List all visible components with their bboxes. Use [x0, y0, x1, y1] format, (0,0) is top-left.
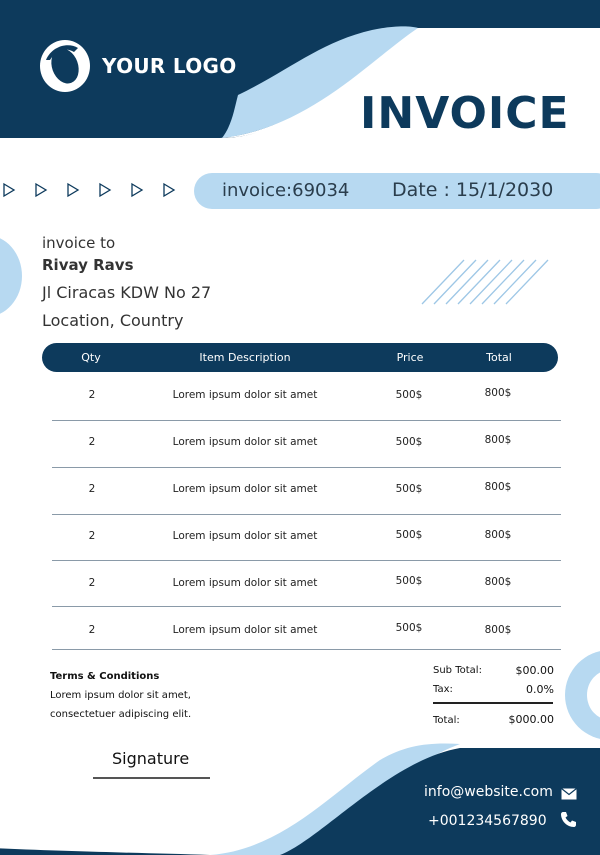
table-header [42, 343, 558, 372]
customer-name: Rivay Ravs [42, 256, 134, 274]
total-cell: 800$ [484, 481, 512, 493]
qty-cell: 2 [88, 483, 96, 495]
customer-address: Jl Ciracas KDW No 27 [42, 283, 212, 302]
description-header: Item Description [199, 351, 291, 364]
total-label: Total: [433, 715, 460, 726]
total-cell: 800$ [484, 529, 512, 541]
diagonal-stripes [420, 258, 555, 306]
price-cell: 500$ [395, 389, 423, 401]
description-cell: Lorem ipsum dolor sit amet [172, 436, 318, 448]
qty-cell: 2 [88, 624, 96, 636]
price-cell: 500$ [395, 483, 423, 495]
qty-cell: 2 [88, 389, 96, 401]
totals-divider [433, 702, 553, 704]
logo-text: YOUR LOGO [102, 54, 237, 78]
phone-icon [560, 811, 577, 828]
total-cell: 800$ [484, 387, 512, 399]
price-cell: 500$ [395, 622, 423, 634]
table-row [52, 421, 561, 468]
description-cell: Lorem ipsum dolor sit amet [172, 483, 318, 495]
footer-email[interactable]: info@website.com [424, 784, 553, 800]
price-cell: 500$ [395, 529, 423, 541]
subtotal-label: Sub Total: [433, 665, 482, 676]
customer-location: Location, Country [42, 311, 184, 330]
decorative-ring [565, 650, 600, 740]
description-cell: Lorem ipsum dolor sit amet [172, 530, 318, 542]
table-row [52, 374, 561, 421]
play-arrow-icon [34, 182, 48, 198]
total-header: Total [486, 351, 512, 364]
invoice-date: Date : 15/1/2030 [392, 179, 554, 201]
play-arrow-icon [2, 182, 16, 198]
tax-value: 0.0% [526, 683, 554, 696]
qty-header: Qty [81, 351, 101, 364]
total-cell: 800$ [484, 434, 512, 446]
play-arrow-icon [66, 182, 80, 198]
table-row [52, 603, 561, 650]
qty-cell: 2 [88, 577, 96, 589]
invoice-number: invoice:69034 [222, 180, 350, 201]
play-arrow-icon [98, 182, 112, 198]
description-cell: Lorem ipsum dolor sit amet [172, 624, 318, 636]
company-logo [38, 38, 237, 94]
total-cell: 800$ [484, 624, 512, 636]
footer-phone[interactable]: +001234567890 [428, 813, 547, 829]
price-header: Price [396, 351, 424, 364]
subtotal-value: $00.00 [515, 664, 554, 677]
total-cell: 800$ [484, 576, 512, 588]
page-title: INVOICE [360, 88, 570, 139]
table-row [52, 560, 561, 607]
ring-logo-icon [38, 38, 92, 94]
play-arrow-icon [130, 182, 144, 198]
table-row [52, 514, 561, 561]
total-value: $000.00 [508, 713, 554, 726]
price-cell: 500$ [395, 436, 423, 448]
tax-label: Tax: [433, 684, 453, 695]
description-cell: Lorem ipsum dolor sit amet [172, 577, 318, 589]
signature-label: Signature [112, 749, 190, 768]
terms-title: Terms & Conditions [50, 671, 160, 682]
qty-cell: 2 [88, 436, 96, 448]
description-cell: Lorem ipsum dolor sit amet [172, 389, 318, 401]
play-arrow-icon [162, 182, 176, 198]
price-cell: 500$ [395, 575, 423, 587]
table-row [52, 468, 561, 515]
bill-to-label: invoice to [42, 234, 116, 252]
qty-cell: 2 [88, 530, 96, 542]
terms-text: consectetuer adipiscing elit. [50, 709, 192, 720]
decorative-circle [0, 235, 22, 317]
mail-icon [561, 788, 577, 800]
terms-text: Lorem ipsum dolor sit amet, [50, 690, 191, 701]
